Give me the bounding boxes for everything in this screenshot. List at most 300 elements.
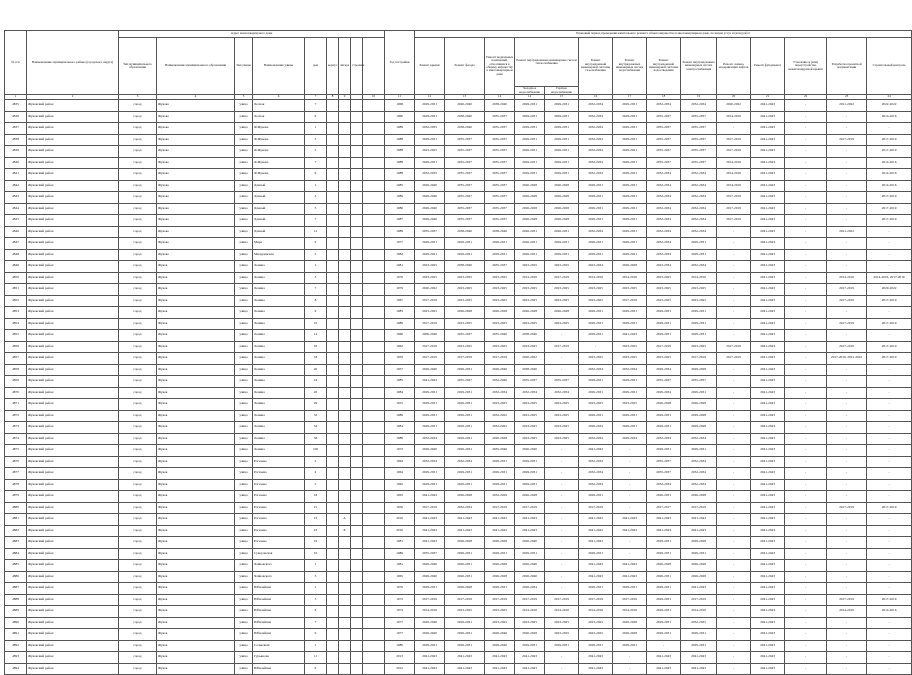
table-cell: 2014-2016	[579, 606, 613, 618]
table-cell: Жуково	[157, 157, 235, 169]
table-cell: 2026-2028	[613, 261, 647, 273]
table-cell: 2023-2025	[579, 295, 613, 307]
table-cell: 1986	[385, 548, 415, 560]
table-cell: -	[867, 433, 912, 445]
table-cell: улица	[235, 261, 253, 273]
table-cell: Жуков	[157, 433, 235, 445]
header-col-0: № п/п	[5, 31, 27, 95]
table-cell: -	[785, 180, 827, 192]
table-cell	[351, 502, 363, 514]
table-cell: 9	[305, 629, 327, 641]
table-cell: Жуковский район	[27, 341, 119, 353]
table-cell: 2035-2040	[485, 330, 515, 342]
table-cell: Жуковский район	[27, 100, 119, 112]
table-cell	[327, 583, 339, 595]
table-cell-empty	[363, 307, 385, 319]
header-col-2: Тип муниципального образования	[119, 38, 157, 95]
table-cell: Жуковский район	[27, 548, 119, 560]
table-cell: 2026-2031	[647, 491, 681, 503]
table-cell: 2035-2037	[681, 157, 717, 169]
table-cell: улица	[235, 284, 253, 296]
table-cell: город	[119, 203, 157, 215]
table-cell: 26	[305, 387, 327, 399]
table-cell: -	[827, 560, 867, 572]
table-cell: 2041-2043	[751, 272, 785, 284]
table-cell: 2035-2037	[681, 146, 717, 158]
table-cell: Жуков	[157, 525, 235, 537]
table-cell: 4889	[5, 606, 27, 618]
table-cell: -	[785, 157, 827, 169]
header-index: 4	[157, 95, 235, 100]
table-cell	[327, 594, 339, 606]
table-cell: Жуковский район	[27, 560, 119, 572]
table-cell: 2026-2040	[415, 203, 445, 215]
table-cell: -	[717, 284, 751, 296]
table-cell: 2041-2043	[751, 445, 785, 457]
table-cell	[339, 583, 351, 595]
table-cell: 2041-2043	[613, 560, 647, 572]
table-cell: 2041-2043	[485, 652, 515, 664]
table-cell	[327, 318, 339, 330]
header-col-12: Ремонт фасада	[445, 38, 485, 95]
table-cell: 2032-2034	[681, 215, 717, 227]
table-cell: город	[119, 364, 157, 376]
table-cell	[351, 123, 363, 135]
header-address-group: Адрес многоквартирного дома	[119, 31, 385, 38]
table-cell: Жуковский район	[27, 180, 119, 192]
table-cell	[351, 456, 363, 468]
table-cell: 4838	[5, 134, 27, 146]
table-cell: Жуково	[157, 111, 235, 123]
table-cell: улица	[235, 192, 253, 204]
table-cell	[351, 192, 363, 204]
header-col-7: корпус	[327, 38, 339, 95]
table-cell: 4836	[5, 111, 27, 123]
table-cell: 2023-2025	[579, 399, 613, 411]
table-cell: 2029-2031	[681, 387, 717, 399]
table-cell: 2035-2037	[485, 261, 515, 273]
table-cell: 1988	[385, 157, 415, 169]
table-cell: 2029-2031	[613, 238, 647, 250]
header-col-21: Утепление и (или) переустройство невентилируемой крыши	[785, 38, 827, 95]
table-cell: город	[119, 134, 157, 146]
table-cell-empty	[363, 433, 385, 445]
table-cell: 4880	[5, 502, 27, 514]
table-cell	[327, 295, 339, 307]
table-cell: улица	[235, 652, 253, 664]
table-cell: Рогачева	[253, 468, 305, 480]
table-cell: улица	[235, 502, 253, 514]
table-cell: -	[867, 249, 912, 261]
table-cell: 2023-2025	[579, 284, 613, 296]
table-cell: 2041-2043	[751, 606, 785, 618]
table-cell	[351, 445, 363, 457]
table-cell	[351, 652, 363, 664]
table-cell: город	[119, 387, 157, 399]
table-cell: Жуков	[157, 364, 235, 376]
table-cell: 2017-2019	[867, 341, 912, 353]
table-cell: 2029-2031	[415, 410, 445, 422]
table-cell: -	[827, 548, 867, 560]
table-cell: 2029-2031	[515, 468, 545, 480]
table-cell: 2041-2043	[751, 514, 785, 526]
table-cell: 2017-2019	[415, 295, 445, 307]
table-cell: 2017-2019	[867, 203, 912, 215]
table-cell: 2029-2031	[485, 548, 515, 560]
table-cell: 2026-2031	[545, 146, 579, 158]
table-cell: Жуковский район	[27, 123, 119, 135]
header-index: 16	[579, 95, 613, 100]
table-cell: -	[867, 560, 912, 572]
table-cell: 2020-2022	[415, 284, 445, 296]
table-cell: Жуков	[157, 514, 235, 526]
table-cell: 2017-2019	[827, 502, 867, 514]
table-cell: улица	[235, 617, 253, 629]
table-cell-empty	[363, 146, 385, 158]
table-cell: 2029-2031	[415, 422, 445, 434]
table-row	[5, 606, 912, 618]
table-cell: 2029-2031	[681, 249, 717, 261]
table-cell: 2029-2031	[647, 330, 681, 342]
table-cell	[339, 249, 351, 261]
table-cell: 2029-2031	[515, 123, 545, 135]
table-row	[5, 502, 912, 514]
table-cell: 2035-2037	[445, 192, 485, 204]
table-cell: 2023-2025	[445, 341, 485, 353]
table-row	[5, 134, 912, 146]
table-cell: 4835	[5, 100, 27, 112]
table-cell: 2029-2031	[681, 318, 717, 330]
table-cell: Мичуринская	[253, 249, 305, 261]
table-cell: -	[785, 594, 827, 606]
table-cell: 2029-2040	[485, 640, 515, 652]
table-cell: -	[717, 606, 751, 618]
table-cell: Жуков	[157, 341, 235, 353]
table-cell: 1977	[385, 238, 415, 250]
table-cell: 2041-2043	[751, 422, 785, 434]
table-cell: -	[867, 583, 912, 595]
table-cell: -	[827, 249, 867, 261]
table-cell: 2041-2043	[579, 445, 613, 457]
table-cell-empty	[363, 617, 385, 629]
table-cell: 2041-2043	[485, 663, 515, 675]
table-cell: 3	[305, 192, 327, 204]
table-cell	[351, 284, 363, 296]
table-cell: Жуков	[157, 491, 235, 503]
table-cell: город	[119, 663, 157, 675]
table-cell: 2026-2028	[445, 583, 485, 595]
table-cell: -	[613, 468, 647, 480]
table-cell: 1	[305, 123, 327, 135]
table-cell: улица	[235, 100, 253, 112]
table-cell	[327, 479, 339, 491]
table-cell: 2029-2031	[579, 249, 613, 261]
table-cell: -	[827, 525, 867, 537]
table-cell: 21	[305, 502, 327, 514]
table-cell: 2029-2028	[681, 422, 717, 434]
table-cell-empty	[363, 100, 385, 112]
table-cell: 2023-2025	[445, 606, 485, 618]
table-cell: -	[827, 399, 867, 411]
table-cell: 2029-2031	[613, 640, 647, 652]
table-cell: 2023-2025	[545, 422, 579, 434]
table-cell: -	[785, 169, 827, 181]
table-cell: город	[119, 445, 157, 457]
table-cell: город	[119, 261, 157, 273]
table-cell: -	[827, 629, 867, 641]
table-cell: 2029-2031	[445, 433, 485, 445]
table-cell: 4849	[5, 261, 27, 273]
table-cell: 2023-2025	[545, 295, 579, 307]
table-cell-empty	[363, 353, 385, 365]
table-cell: 1962	[385, 479, 415, 491]
table-cell: -	[785, 203, 827, 215]
table-cell: 2029-2031	[647, 410, 681, 422]
table-row	[5, 318, 912, 330]
table-cell: Жуковский район	[27, 502, 119, 514]
table-cell: 2035-2040	[485, 445, 515, 457]
table-cell: 2035-2037	[647, 134, 681, 146]
table-cell: 2035-2037	[445, 157, 485, 169]
header-col-18: Ремонт внутридомовых инженерных систем электроснабжения	[681, 38, 717, 95]
table-cell: Жуковский район	[27, 307, 119, 319]
table-cell: 36	[305, 433, 327, 445]
table-cell: 2014-2016	[415, 606, 445, 618]
table-cell: 4882	[5, 525, 27, 537]
table-cell	[351, 479, 363, 491]
table-cell: -	[785, 537, 827, 549]
header-index: 18	[647, 95, 681, 100]
table-cell	[351, 215, 363, 227]
header-col-19: Ремонт, замена, модернизация лифтов	[717, 38, 751, 95]
table-cell: 2041-2043	[751, 295, 785, 307]
table-cell: -	[827, 433, 867, 445]
table-cell: улица	[235, 606, 253, 618]
table-row	[5, 157, 912, 169]
table-cell	[327, 261, 339, 273]
table-cell: 2017-2019	[827, 318, 867, 330]
table-cell: -	[785, 364, 827, 376]
table-cell: 2041-2043	[751, 364, 785, 376]
table-cell: 2041-2043	[579, 571, 613, 583]
table-cell: 2026-2028	[515, 629, 545, 641]
table-cell: 2017-2019	[485, 594, 515, 606]
table-row	[5, 571, 912, 583]
table-row	[5, 226, 912, 238]
table-cell: 1962	[385, 341, 415, 353]
table-cell: 2032-2034	[579, 157, 613, 169]
header-index: 6	[253, 95, 305, 100]
table-cell: -	[827, 445, 867, 457]
table-cell: 2041-2043	[751, 663, 785, 675]
table-cell: Жуковский район	[27, 284, 119, 296]
table-cell: 2041-2043	[751, 123, 785, 135]
table-cell: -	[827, 238, 867, 250]
header-col-14: Ремонт внутридомовых инженерных систем теплоснабжения	[515, 38, 579, 87]
table-cell: -	[785, 111, 827, 123]
table-cell: 2023-2025	[613, 353, 647, 365]
table-cell: 2017-2019	[681, 594, 717, 606]
table-cell: 2026-2040	[445, 100, 485, 112]
table-cell: улица	[235, 468, 253, 480]
table-cell: 2013	[385, 652, 415, 664]
table-cell: 2029-2031	[445, 548, 485, 560]
table-cell: улица	[235, 146, 253, 158]
table-cell	[351, 387, 363, 399]
table-cell: -	[545, 537, 579, 549]
table-cell: 2026-2031	[515, 238, 545, 250]
table-cell: 2026-2031	[647, 571, 681, 583]
table-cell: Ленина	[253, 387, 305, 399]
table-cell: -	[717, 537, 751, 549]
table-cell: 2020-2022	[717, 100, 751, 112]
table-cell: -	[827, 192, 867, 204]
table-cell: 2023-2025	[485, 341, 515, 353]
table-cell	[339, 399, 351, 411]
table-cell: 2029-2031	[613, 203, 647, 215]
table-cell: 2029-2031	[579, 192, 613, 204]
table-cell: 2026-2040	[415, 629, 445, 641]
table-cell: 2029-2031	[415, 468, 445, 480]
table-cell: 2023-2025	[515, 295, 545, 307]
table-cell-empty	[363, 192, 385, 204]
table-cell: 2035-2037	[647, 456, 681, 468]
table-cell: -	[785, 548, 827, 560]
table-cell: 2012	[385, 663, 415, 675]
table-cell: Чайковского	[253, 560, 305, 572]
header-index: 12	[415, 95, 445, 100]
table-cell: Жуковский район	[27, 387, 119, 399]
table-cell: город	[119, 468, 157, 480]
table-cell: -	[785, 571, 827, 583]
table-cell: 1	[305, 180, 327, 192]
table-cell: Жуковский район	[27, 261, 119, 273]
table-cell: -	[827, 491, 867, 503]
table-cell: 2032-2034	[485, 387, 515, 399]
table-cell: Жуковский район	[27, 238, 119, 250]
table-cell: 2023-2025	[647, 295, 681, 307]
header-group-row	[5, 31, 912, 38]
table-cell: 1988	[385, 169, 415, 181]
table-cell: 2032-2034	[647, 433, 681, 445]
table-cell	[339, 456, 351, 468]
table-cell: 1977	[385, 617, 415, 629]
table-cell: Жуковский район	[27, 583, 119, 595]
table-cell: Жуково	[157, 134, 235, 146]
table-cell: Ф.Жукова	[253, 123, 305, 135]
table-cell: 4855	[5, 330, 27, 342]
table-cell	[351, 491, 363, 503]
table-cell: 1964	[385, 456, 415, 468]
table-cell-empty	[363, 468, 385, 480]
table-cell	[351, 629, 363, 641]
table-cell-empty	[363, 341, 385, 353]
table-cell	[339, 146, 351, 158]
table-cell: 2014-2016	[717, 169, 751, 181]
table-cell: 2029-2031	[415, 111, 445, 123]
table-cell: -	[717, 491, 751, 503]
table-cell: 2023-2025	[515, 433, 545, 445]
header-col-1: Наименование муниципального района (городского округа)	[27, 31, 119, 95]
table-cell: Жуковский район	[27, 215, 119, 227]
table-cell: 2029-2031	[579, 387, 613, 399]
table-cell: 2041-2043	[681, 583, 717, 595]
table-cell: 2032-2034	[579, 134, 613, 146]
table-cell: 24	[305, 376, 327, 388]
table-cell: 2023-2025	[485, 318, 515, 330]
table-cell: 2026-2040	[515, 560, 545, 572]
table-cell: 2032-2034	[681, 100, 717, 112]
table-cell: 2035-2037	[515, 376, 545, 388]
table-cell	[339, 157, 351, 169]
table-cell: -	[613, 456, 647, 468]
table-cell: 2041-2043	[751, 318, 785, 330]
table-cell: -	[785, 491, 827, 503]
table-cell	[351, 261, 363, 273]
table-cell: -	[545, 502, 579, 514]
table-cell: -	[785, 123, 827, 135]
table-cell: 1986	[385, 192, 415, 204]
table-cell: Жуков	[157, 594, 235, 606]
table-cell: 2035-2037	[445, 203, 485, 215]
table-cell: 2017-2019	[717, 134, 751, 146]
table-cell: 4839	[5, 146, 27, 158]
table-cell: улица	[235, 456, 253, 468]
table-cell: 2041-2043	[681, 525, 717, 537]
table-cell	[351, 548, 363, 560]
table-row	[5, 479, 912, 491]
table-cell: Жуков	[157, 330, 235, 342]
table-cell: -	[867, 456, 912, 468]
table-cell: 2023-2025	[613, 284, 647, 296]
table-cell: 2029-2031	[515, 456, 545, 468]
header-col-5: Наименование улицы	[253, 38, 305, 95]
table-cell: Жуковский район	[27, 318, 119, 330]
table-row	[5, 399, 912, 411]
table-cell: 1986	[385, 203, 415, 215]
table-cell: Жуков	[157, 353, 235, 365]
table-cell: 2029-2031	[647, 318, 681, 330]
table-cell: Рогачева	[253, 537, 305, 549]
table-cell: 2017-2019	[415, 502, 445, 514]
table-cell: 2035-2037	[647, 111, 681, 123]
table-cell: 2035-2037	[681, 376, 717, 388]
table-cell: 2029-2031	[445, 629, 485, 641]
table-row	[5, 468, 912, 480]
table-cell: 2041-2043	[647, 514, 681, 526]
table-cell: 2026-2040	[415, 571, 445, 583]
table-cell: 1981	[385, 560, 415, 572]
table-cell: 2014-2016	[867, 606, 912, 618]
table-cell: город	[119, 180, 157, 192]
table-cell	[339, 410, 351, 422]
table-cell: 2023-2025	[545, 629, 579, 641]
table-cell: 2029-2031	[515, 134, 545, 146]
table-cell-empty	[363, 560, 385, 572]
table-cell: 2014-2016	[867, 111, 912, 123]
table-cell: 2017-2019	[867, 594, 912, 606]
table-cell: 2032-2034	[681, 169, 717, 181]
table-cell: город	[119, 169, 157, 181]
table-cell: город	[119, 249, 157, 261]
table-cell: Жуков	[157, 399, 235, 411]
table-cell: 2038-2040	[445, 111, 485, 123]
table-cell	[327, 169, 339, 181]
table-cell: 2029-2031	[415, 134, 445, 146]
table-cell	[327, 134, 339, 146]
header-index: 21	[751, 95, 785, 100]
header-index: 17	[613, 95, 647, 100]
